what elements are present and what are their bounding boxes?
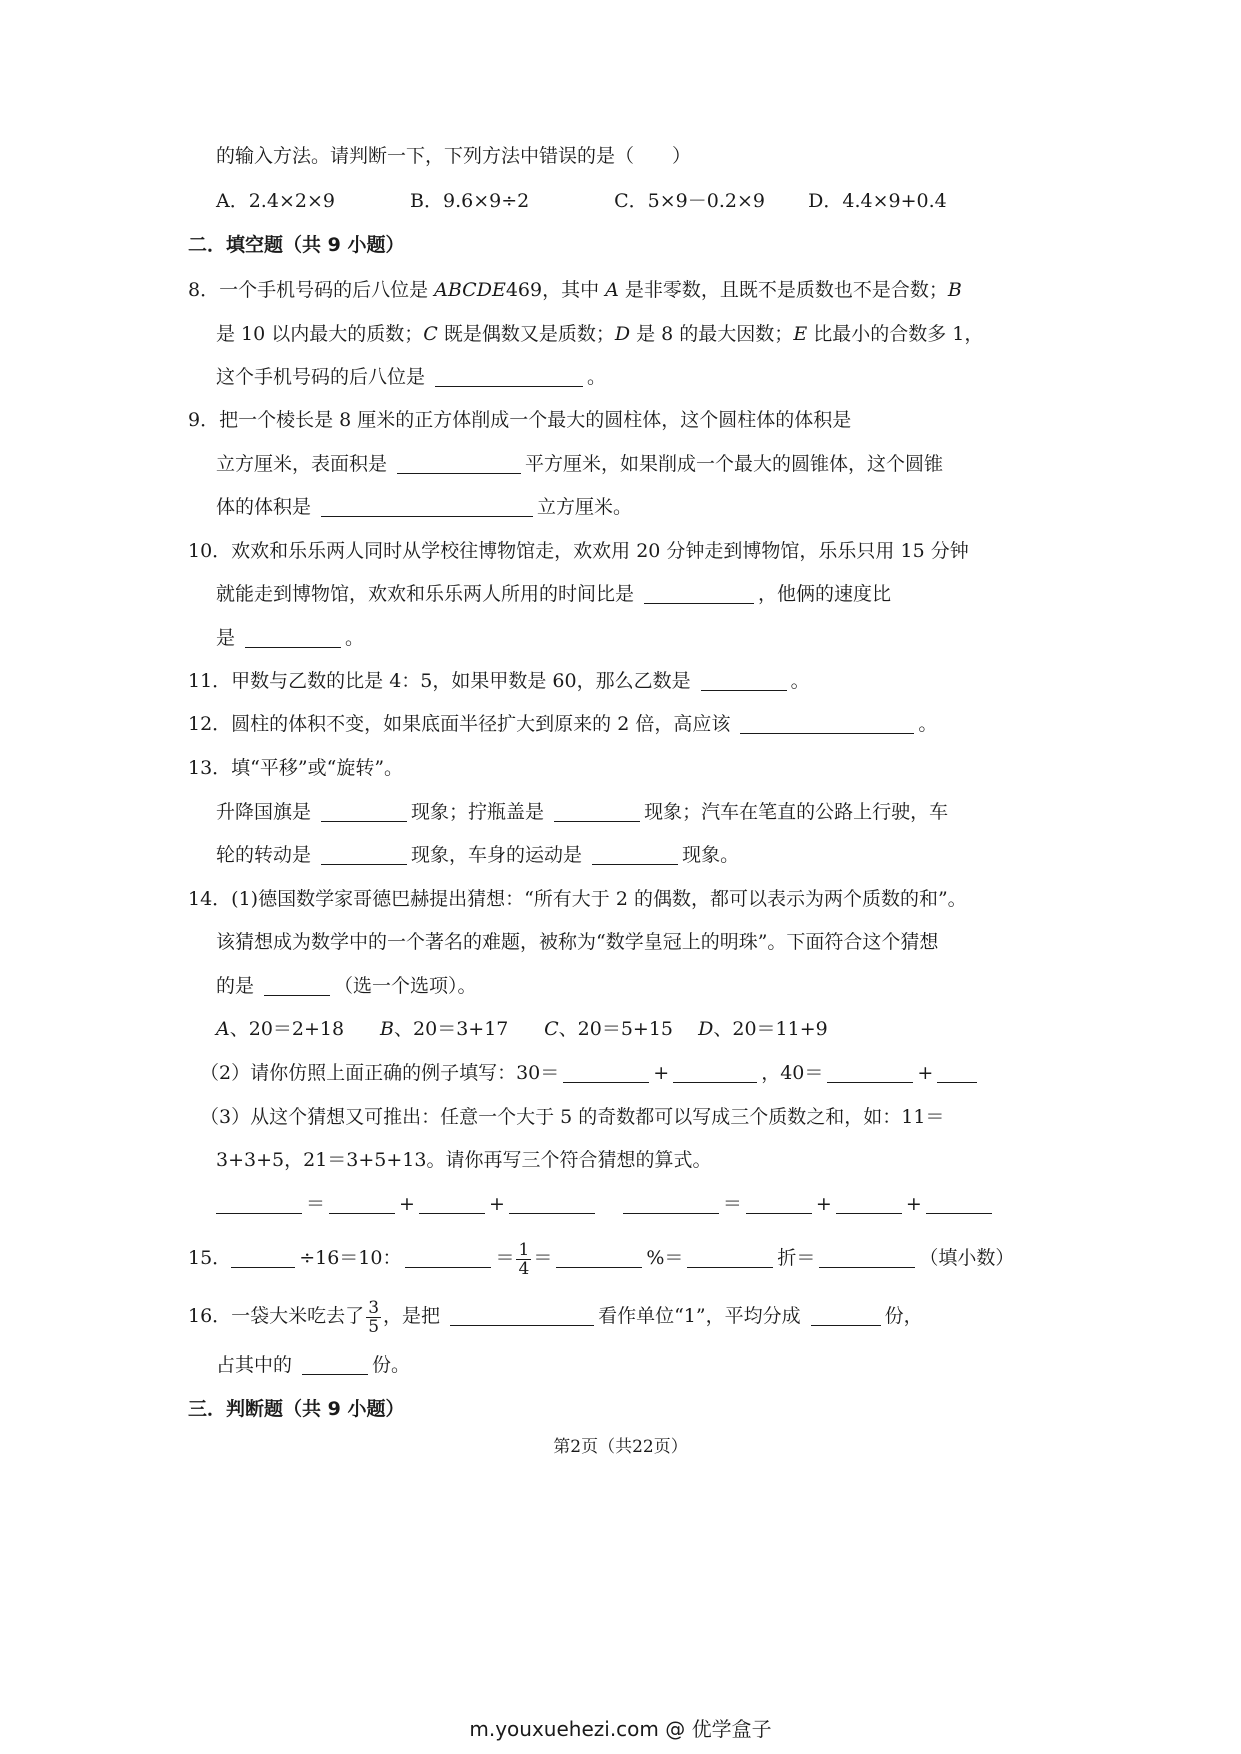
q9-line-1: 9．把一个棱长是 8 厘米的正方体削成一个最大的圆柱体，这个圆柱体的体积是 (188, 409, 852, 431)
q14-eq2-a[interactable] (746, 1193, 812, 1214)
q12: 12．圆柱的体积不变，如果底面半径扩大到原来的 2 倍，高应该 。 (188, 713, 938, 735)
q14-options (216, 1016, 876, 1042)
q14-30-addend-1[interactable] (563, 1062, 649, 1083)
q7-option-a: A．2.4×2×9 (216, 190, 335, 212)
q14-eq1-sum[interactable] (216, 1193, 302, 1214)
q9-cone-volume-blank[interactable] (321, 496, 533, 517)
q10-line-1: 10．欢欢和乐乐两人同时从学校往博物馆走，欢欢用 20 分钟走到博物馆，乐乐只用 15 分钟 (188, 540, 969, 562)
q9-surface-blank[interactable] (397, 453, 521, 474)
q7-option-b: B．9.6×9÷2 (410, 190, 530, 212)
q11-answer-blank[interactable] (701, 670, 787, 691)
q14-line-1: 14．(1)德国数学家哥德巴赫提出猜想：“所有大于 2 的偶数，都可以表示为两个质数的和”。 (188, 888, 967, 910)
q14-eq2-c[interactable] (926, 1193, 992, 1214)
q14-choice-blank[interactable] (264, 975, 330, 996)
q8-line-3: 这个手机号码的后八位是 。 (216, 366, 607, 388)
q7-options (216, 188, 995, 214)
q8-line-1: 8．一个手机号码的后八位是 ABCDE469，其中 A 是非零数，且既不是质数也不是合数；B (188, 279, 962, 301)
q9-line-2: 立方厘米，表面积是 平方厘米，如果削成一个最大的圆锥体，这个圆锥 (216, 453, 944, 475)
q16-line-1: 16．一袋大米吃去了 $\frac{3}{5}$ ，是把 看作单位“1”，平均分成 份， (188, 1297, 923, 1337)
q14-part-3-answers: ＝ + + ＝ + + (216, 1191, 996, 1217)
q14-40-addend-1[interactable] (827, 1062, 913, 1083)
q14-line-2: 该猜想成为数学中的一个著名的难题，被称为“数学皇冠上的明珠”。下面符合这个猜想 (216, 931, 939, 953)
q16-share-blank[interactable] (302, 1354, 368, 1375)
q14-option-d: D、20＝11+9 (698, 1018, 828, 1040)
q8-answer-blank[interactable] (435, 366, 583, 387)
q15: 15． ÷16＝10： ＝ $\frac{1}{4}$ ＝ %＝ 折＝ （填小数） (188, 1239, 1015, 1279)
q14-part-3-line-1: （3）从这个猜想又可推出：任意一个大于 5 的奇数都可以写成三个质数之和，如：11＝ (200, 1106, 945, 1128)
q10-time-ratio-blank[interactable] (644, 583, 754, 604)
q16-line-2: 占其中的 份。 (216, 1354, 411, 1376)
q10-line-2: 就能走到博物馆，欢欢和乐乐两人所用的时间比是 ，他俩的速度比 (216, 583, 892, 605)
watermark: m.youxuehezi.com @ 优学盒子 (469, 1717, 772, 1741)
q14-30-addend-2[interactable] (673, 1062, 757, 1083)
q7-option-c: C．5×9－0.2×9 (614, 190, 765, 212)
q14-eq2-b[interactable] (836, 1193, 902, 1214)
page-footer: 第2页（共22页） (553, 1437, 688, 1457)
section-2-title: 二．填空题（共 9 小题） (188, 234, 405, 256)
q13-line-1: 13．填“平移”或“旋转”。 (188, 757, 404, 779)
q11: 11．甲数与乙数的比是 4：5，如果甲数是 60，那么乙数是 。 (188, 670, 810, 692)
q12-answer-blank[interactable] (740, 713, 914, 734)
q7-continuation: 的输入方法。请判断一下，下列方法中错误的是（ ） (216, 145, 692, 167)
q10-line-3: 是 。 (216, 627, 365, 649)
q15-percent-blank[interactable] (556, 1247, 642, 1268)
q14-part-2: （2）请你仿照上面正确的例子填写：30＝ + ，40＝ + (200, 1060, 981, 1086)
q10-speed-ratio-blank[interactable] (245, 627, 341, 648)
q15-fraction: $\frac{1}{4}$ (518, 1239, 530, 1279)
q16-parts-blank[interactable] (811, 1305, 881, 1326)
q13-cap-blank[interactable] (554, 801, 640, 822)
q13-body-blank[interactable] (592, 844, 678, 865)
section-3-title: 三．判断题（共 9 小题） (188, 1398, 405, 1420)
q13-flag-blank[interactable] (321, 801, 407, 822)
q15-decimal-blank[interactable] (819, 1247, 915, 1268)
q9-line-3: 体的体积是 立方厘米。 (216, 496, 633, 518)
q15-dividend-blank[interactable] (231, 1247, 295, 1268)
q16-fraction: $\frac{3}{5}$ (368, 1297, 380, 1337)
q14-eq1-b[interactable] (419, 1193, 485, 1214)
q14-line-3: 的是 （选一个选项）。 (216, 975, 477, 997)
q14-option-b: B、20＝3+17 (380, 1018, 509, 1040)
q15-discount-blank[interactable] (687, 1247, 773, 1268)
q13-line-2: 升降国旗是 现象；拧瓶盖是 现象；汽车在笔直的公路上行驶，车 (216, 801, 949, 823)
q14-part-3-line-2: 3+3+5，21＝3+5+13。请你再写三个符合猜想的算式。 (216, 1149, 712, 1171)
q8-line-2: 是 10 以内最大的质数；C 既是偶数又是质数；D 是 8 的最大因数；E 比最小的合数多 1， (216, 323, 984, 345)
q14-40-addend-2[interactable] (937, 1062, 977, 1083)
q14-eq2-sum[interactable] (623, 1193, 719, 1214)
q7-option-d: D．4.4×9+0.4 (808, 190, 947, 212)
q13-line-3: 轮的转动是 现象，车身的运动是 现象。 (216, 844, 740, 866)
q14-option-c: C、20＝5+15 (544, 1018, 674, 1040)
q16-unit-blank[interactable] (450, 1305, 594, 1326)
q14-option-a: A、20＝2+18 (216, 1018, 345, 1040)
q15-ratio-blank[interactable] (405, 1247, 491, 1268)
q14-eq1-a[interactable] (329, 1193, 395, 1214)
q13-wheel-blank[interactable] (321, 844, 407, 865)
q14-eq1-c[interactable] (509, 1193, 595, 1214)
